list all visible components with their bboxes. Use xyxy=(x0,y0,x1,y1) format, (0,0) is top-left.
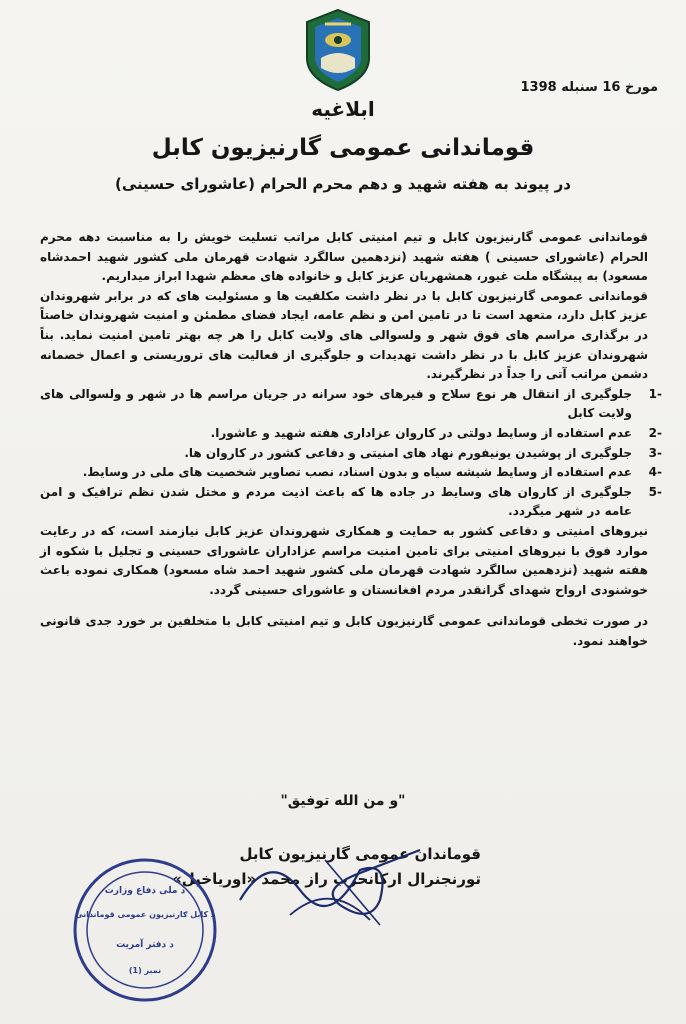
document-subtitle: در پیوند به هفته شهید و دهم محرم الحرام (عاشورای حسینی) xyxy=(114,175,572,193)
item-text: جلوگیری از انتقال هر نوع سلاح و فیرهای خود سرانه در جریان مراسم ها در شهر و ولسوالی های ولایت کابل xyxy=(40,386,632,421)
notice-title: ابلاغیه xyxy=(311,97,375,121)
list-item xyxy=(40,463,662,483)
garrison-emblem-icon xyxy=(303,8,373,92)
warning-paragraph: در صورت تخطی قوماندانی عمومی گارنیزیون کابل و تیم امنیتی کابل با متخلفین بر خورد جدی قانونی خواهند نمود. xyxy=(40,614,648,648)
item-number: -5 xyxy=(648,484,662,499)
closing-blessing: "و من الله توفیق" xyxy=(280,793,406,809)
item-text: عدم استفاده از وسایط دولتی در کاروان عزاداری هفته شهید و عاشورا. xyxy=(210,425,632,440)
organization-title: قوماندانی عمومی گارنیزیون کابل xyxy=(151,135,535,161)
stamp-line-1: د ملی دفاع وزارت xyxy=(104,886,186,896)
signer-name: تورنجنرال ارکانحرب راز محمد «اوریاخیل» xyxy=(172,870,481,888)
list-item xyxy=(40,444,662,464)
item-text: جلوگیری از کاروان های وسایط در جاده ها که باعث اذیت مردم و مختل شدن نظم ترافیک و امن عامه در شهر میگردد. xyxy=(40,484,632,519)
stamp-line-3: د دفتر آمریت xyxy=(116,940,174,950)
document-body xyxy=(40,228,662,651)
intro-paragraph: قوماندانی عمومی گارنیزیون کابل و تیم امنیتی کابل مراتب تسلیت خویش را به مناسبت دهه محرم الحرام (عاشورای حسینی ) هفته شهید (نزدهمین سالگرد شهادت قهرمان ملی کشور شهید احمدشاه مسعود) به پیشگاه ملت غیور، همشهریان عزیز کابل و خانواده های معظم شهدا ابراز میداریم. xyxy=(40,230,648,284)
stamp-line-2: د کابل ګارنیزیون عمومی قوماندانی xyxy=(75,910,215,919)
item-text: عدم استفاده از وسایط شیشه سیاه و بدون اسناد، نصب تصاویر شخصیت های ملی در وسایط. xyxy=(82,465,632,480)
responsibility-paragraph: قوماندانی عمومی گارنیزیون کابل با در نظر داشت مکلفیت ها و مسئولیت های که در برابر شهروندان عزیز کابل دارد، متعهد است تا در تامین امن و نظم عامه، ایجاد فضای مطمئن و امنیت شهروندان خاصتاً در برگذاری مراسم های فوق شهر و ولسوالی های ولایت کابل را هر چه بهتر تامین امنیت نماید. بناً شهروندان عزیز کابل با در نظر داشت تهدیدات و جلوگیری از فعالیت های تروریستی و اعمال خصمانه دشمن مراتب آتی را جداً در نظرگیرند. xyxy=(40,288,648,382)
item-number: -2 xyxy=(648,425,662,440)
instruction-list xyxy=(40,385,662,522)
list-item xyxy=(40,424,662,444)
official-stamp-icon xyxy=(70,855,220,1005)
list-item xyxy=(40,385,662,424)
item-number: -4 xyxy=(648,465,662,480)
signer-title: قوماندان عمومی گارنیزیون کابل xyxy=(239,845,481,863)
item-number: -1 xyxy=(648,386,662,401)
cooperation-paragraph: نیروهای امنیتی و دفاعی کشور به حمایت و همکاری شهروندان عزیز کابل نیازمند است، که در رعایت موارد فوق با نیروهای امنیتی برای تامین امنیت مراسم عزاداران عاشورای حسینی و تجلیل با شکوه از هفته شهید (نزدهمین سالگرد شهادت قهرمان ملی کشور شهید احمد شاه مسعود) همکاری نموده باعث خوشنودی ارواح شهدای گرانقدر مردم افغانستان و عاشورای حسینی گردد. xyxy=(40,523,648,597)
list-item xyxy=(40,483,662,522)
stamp-line-4: نمبر (1) xyxy=(128,966,162,975)
document-date: مورخ 16 سنبله 1398 xyxy=(520,80,658,95)
item-number: -3 xyxy=(648,445,662,460)
item-text: جلوگیری از پوشیدن یونیفورم نهاد های امنیتی و دفاعی کشور در کاروان ها. xyxy=(184,445,632,460)
handwritten-signature-icon xyxy=(230,830,430,930)
